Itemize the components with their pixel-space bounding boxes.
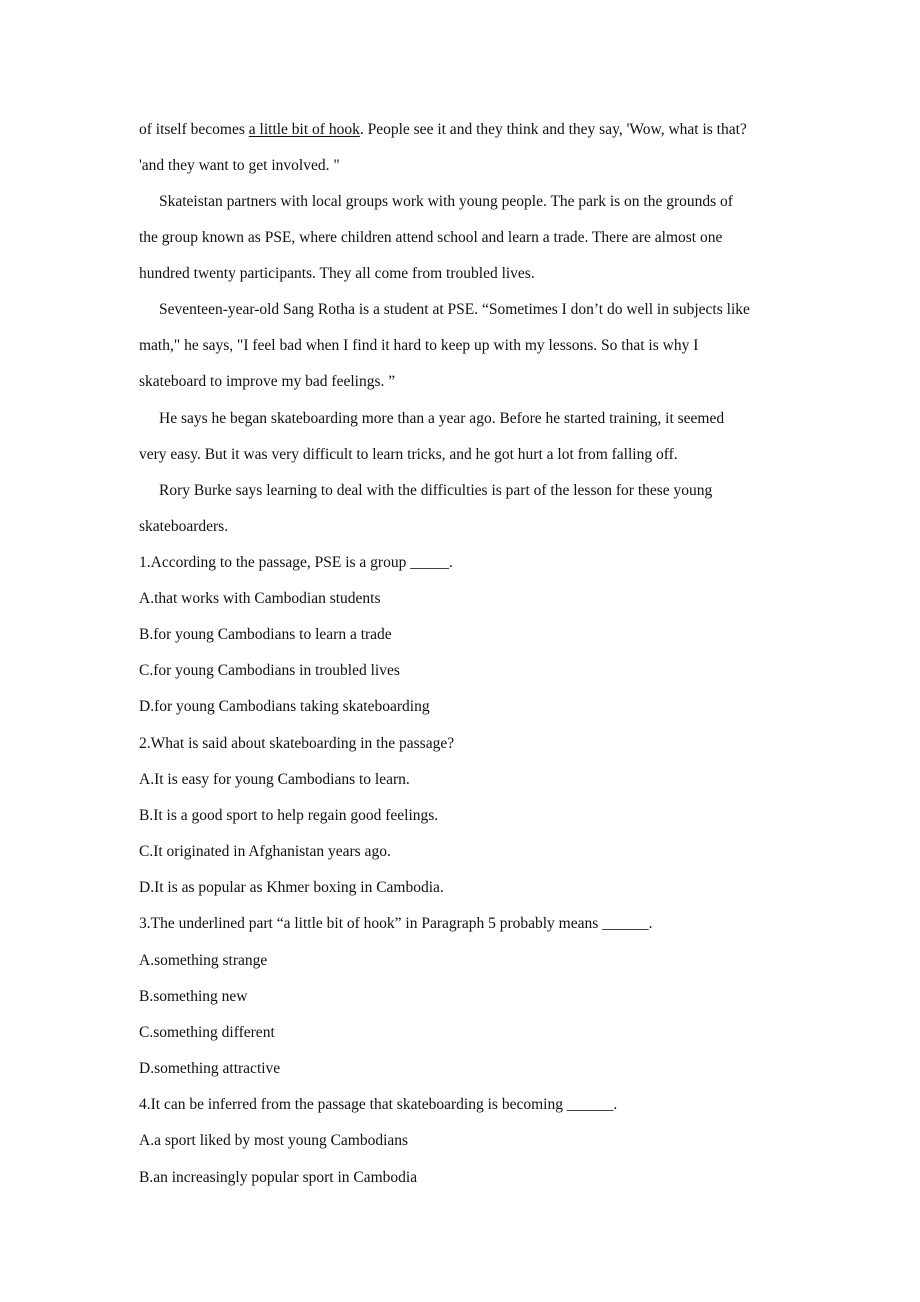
question-stem: 1.According to the passage, PSE is a group _____.	[139, 554, 453, 571]
answer-option: B.an increasingly popular sport in Cambodia	[139, 1169, 418, 1186]
passage-line: hundred twenty participants. They all come from troubled lives.	[139, 265, 535, 282]
question-stem: 2.What is said about skateboarding in the passage?	[139, 735, 455, 752]
passage-line-1	[139, 120, 747, 140]
answer-option: A.a sport liked by most young Cambodians	[139, 1132, 409, 1149]
answer-option: C.something different	[139, 1024, 275, 1041]
question-stem: 4.It can be inferred from the passage that skateboarding is becoming ______.	[139, 1096, 618, 1113]
underlined-phrase: a little bit of hook	[248, 121, 360, 138]
passage-line: math," he says, "I feel bad when I find it hard to keep up with my lessons. So that is why I	[139, 337, 699, 354]
passage-line-2: 'and they want to get involved. "	[139, 157, 340, 174]
answer-option: A.something strange	[139, 952, 268, 969]
passage-paragraph-start: Skateistan partners with local groups work with young people. The park is on the grounds of	[159, 193, 733, 210]
answer-option: C.for young Cambodians in troubled lives	[139, 662, 400, 679]
answer-option: B.It is a good sport to help regain good feelings.	[139, 807, 439, 824]
passage-paragraph-start: He says he began skateboarding more than a year ago. Before he started training, it seemed	[159, 410, 725, 427]
answer-option: B.for young Cambodians to learn a trade	[139, 626, 392, 643]
answer-option: A.It is easy for young Cambodians to learn.	[139, 771, 410, 788]
answer-option: D.something attractive	[139, 1060, 281, 1077]
passage-line: skateboard to improve my bad feelings. ”	[139, 373, 396, 390]
answer-option: D.for young Cambodians taking skateboarding	[139, 698, 430, 715]
passage-line: very easy. But it was very difficult to learn tricks, and he got hurt a lot from falling off.	[139, 446, 678, 463]
passage-paragraph-start: Rory Burke says learning to deal with the difficulties is part of the lesson for these young	[159, 482, 713, 499]
passage-paragraph-start: Seventeen-year-old Sang Rotha is a student at PSE. “Sometimes I don’t do well in subjects like	[159, 301, 750, 318]
passage-text: of itself becomes	[139, 121, 249, 138]
answer-option: A.that works with Cambodian students	[139, 590, 381, 607]
answer-option: B.something new	[139, 988, 248, 1005]
passage-text: . People see it and they think and they say, 'Wow, what is that?	[359, 121, 747, 138]
answer-option: C.It originated in Afghanistan years ago.	[139, 843, 391, 860]
question-stem: 3.The underlined part “a little bit of hook” in Paragraph 5 probably means ______.	[139, 915, 653, 932]
answer-option: D.It is as popular as Khmer boxing in Cambodia.	[139, 879, 444, 896]
passage-line: skateboarders.	[139, 518, 229, 535]
passage-line: the group known as PSE, where children attend school and learn a trade. There are almost one	[139, 229, 723, 246]
